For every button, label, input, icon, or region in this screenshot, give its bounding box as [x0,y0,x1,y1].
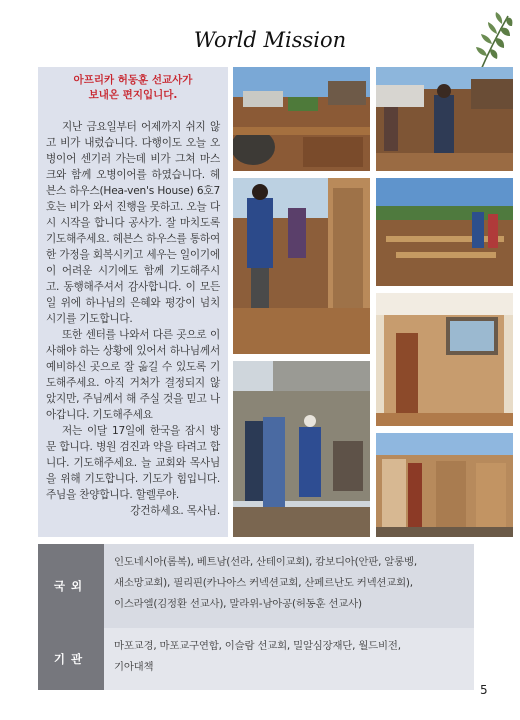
missionary-letter [38,67,228,537]
workers-photo [233,361,370,537]
letter-title-line: 보내온 편지입니다. [88,89,178,101]
construction-photo-2 [376,67,513,171]
organizations-row [38,628,474,690]
partner-line: 이스라엘(김정환 선교사), 말라위-남아공(허동훈 선교사) [114,598,362,610]
letter-paragraph: 지난 금요일부터 어제까지 쉬지 않고 비가 내렸습니다. 다행이도 오늘 오병이어 센기러 가는데 비가 그쳐 마스크와 함께 오병이어를 하였습니다. 헤븐스 하우스(Hea-ven's House) 6호7호는 비가 와서 진행을 못하고. 오늘 다시 시작을 합니다 공사가. 잘 마치도록 기도해주세요. 헤븐스 하우스를 통하여 한 가정을 회복시키고 세우는 일이기에 이 어려운 시기에도 함께 기도해주시고. 동행해주셔서 감사합니다. 이 모든 일 위에 하나님의 은혜와 평강이 넘치시기를 기도합니다. [46,121,220,325]
page-title: World Mission [193,28,347,52]
overseas-label: 국외 [38,544,104,628]
overseas-row [38,544,474,628]
overseas-partners [104,544,474,628]
construction-photo-3 [233,178,370,354]
partner-line: 인도네시아(롬복), 베트남(선라, 산테이교회), 캄보디아(안판, 알롱벵, [114,556,417,568]
organizations-label: 기관 [38,628,104,690]
construction-photo-1 [233,67,370,171]
letter-title [46,73,220,103]
mission-partners-table [38,544,474,690]
brick-house-photo-2 [376,433,513,537]
letter-paragraph: 저는 이달 17일에 한국을 잠시 방문 합니다. 병원 검진과 약을 타려고 합니다. 기도해주세요. 늘 교회와 목사님을 위해 기도합니다. 기도가 힘입니다. 주님을 찬양합니다. 할렐루야. [46,425,220,501]
letter-signature: 강건하세요. 목사님. [130,505,220,517]
letter-body [46,119,220,519]
leaf-branch-icon [470,10,516,74]
partner-line: 기아대책 [114,661,154,673]
letter-title-line: 아프리카 허동훈 선교사가 [73,74,193,86]
page-number: 5 [480,683,488,697]
letter-paragraph: 또한 센터를 나와서 다른 곳으로 이사해야 하는 상황에 있어서 하나님께서 예비하신 곳으로 잘 옮길 수 있도록 기도해주세요. 아직 거처가 결정되지 않았지만, 주님께서 해 주실 것을 믿고 나아갑니다. 기도해주세요 [46,329,220,421]
organization-partners [104,628,474,690]
brick-house-photo-1 [376,293,513,426]
construction-photo-4 [376,178,513,286]
partner-line: 새소망교회), 필리핀(카나아스 커넥션교회, 산페르난도 커넥션교회), [114,577,413,589]
partner-line: 마포교경, 마포교구연합, 이슬람 선교회, 밀알심장재단, 월드비전, [114,640,401,652]
